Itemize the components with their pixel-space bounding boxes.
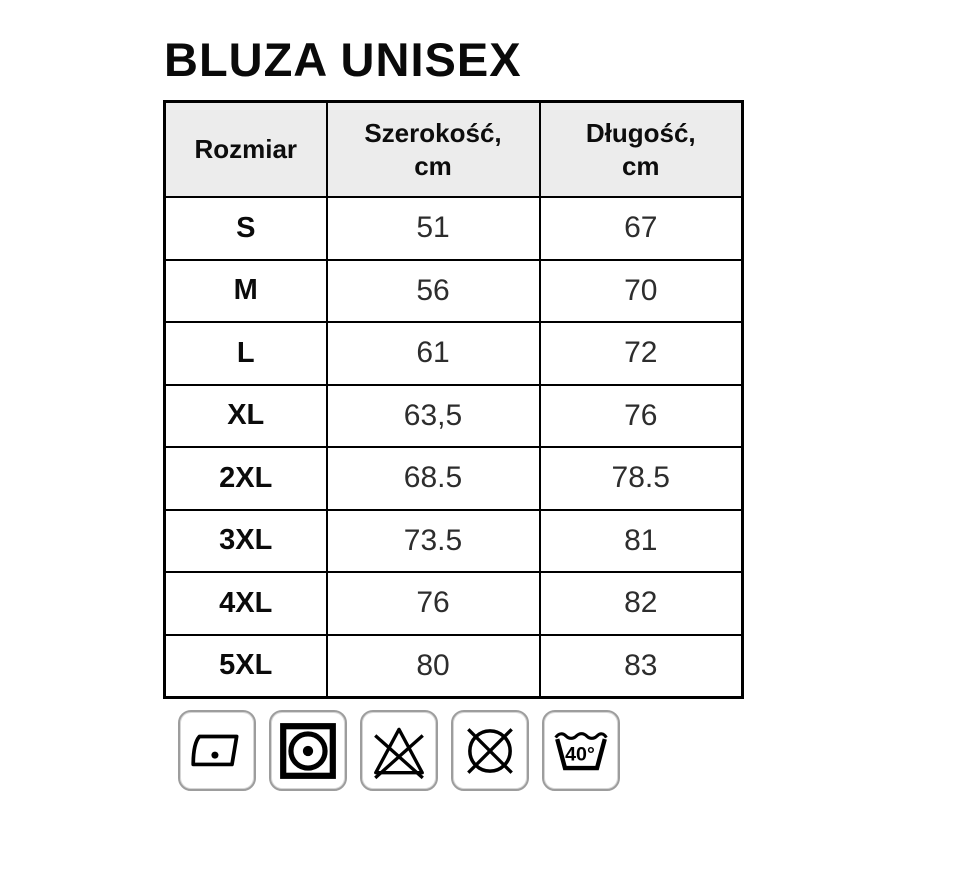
size-cell: 3XL [165, 510, 327, 573]
width-cell: 76 [327, 572, 540, 635]
header-label: Rozmiar [194, 134, 298, 165]
length-cell: 78.5 [540, 447, 743, 510]
table-row [165, 447, 743, 510]
table-header-row [165, 102, 743, 198]
width-cell: 63,5 [327, 385, 540, 448]
size-cell: 5XL [165, 635, 327, 698]
table-row [165, 385, 743, 448]
wash-temperature-label: 40° [565, 742, 595, 765]
header-cell-szerokosc [327, 102, 540, 198]
wash-40-icon [542, 710, 620, 791]
length-cell: 76 [540, 385, 743, 448]
tumble-dry-one-dot-icon [269, 710, 347, 791]
table-row [165, 635, 743, 698]
table-row [165, 322, 743, 385]
length-cell: 83 [540, 635, 743, 698]
table-row [165, 572, 743, 635]
header-label-line1: Szerokość, [364, 118, 502, 148]
width-cell: 80 [327, 635, 540, 698]
iron-one-dot-icon [178, 710, 256, 791]
size-cell: XL [165, 385, 327, 448]
size-cell: M [165, 260, 327, 323]
header-label-line2: cm [414, 150, 452, 181]
size-cell: S [165, 197, 327, 260]
length-cell: 82 [540, 572, 743, 635]
table-row [165, 510, 743, 573]
header-label-line2: cm [621, 150, 660, 181]
width-cell: 56 [327, 260, 540, 323]
size-cell: 4XL [165, 572, 327, 635]
table-row [165, 260, 743, 323]
do-not-dry-clean-icon [451, 710, 529, 791]
length-cell: 81 [540, 510, 743, 573]
width-cell: 51 [327, 197, 540, 260]
length-cell: 72 [540, 322, 743, 385]
care-symbols-row [178, 710, 620, 791]
header-label-line1: Długość, [585, 118, 696, 148]
header-cell-rozmiar [165, 102, 327, 198]
width-cell: 61 [327, 322, 540, 385]
length-cell: 70 [540, 260, 743, 323]
size-table [163, 100, 744, 699]
width-cell: 68.5 [327, 447, 540, 510]
do-not-bleach-icon [360, 710, 438, 791]
width-cell: 73.5 [327, 510, 540, 573]
length-cell: 67 [540, 197, 743, 260]
size-cell: L [165, 322, 327, 385]
size-cell: 2XL [165, 447, 327, 510]
page-title: BLUZA UNISEX [164, 33, 522, 86]
table-row [165, 197, 743, 260]
header-cell-dlugosc [540, 102, 743, 198]
